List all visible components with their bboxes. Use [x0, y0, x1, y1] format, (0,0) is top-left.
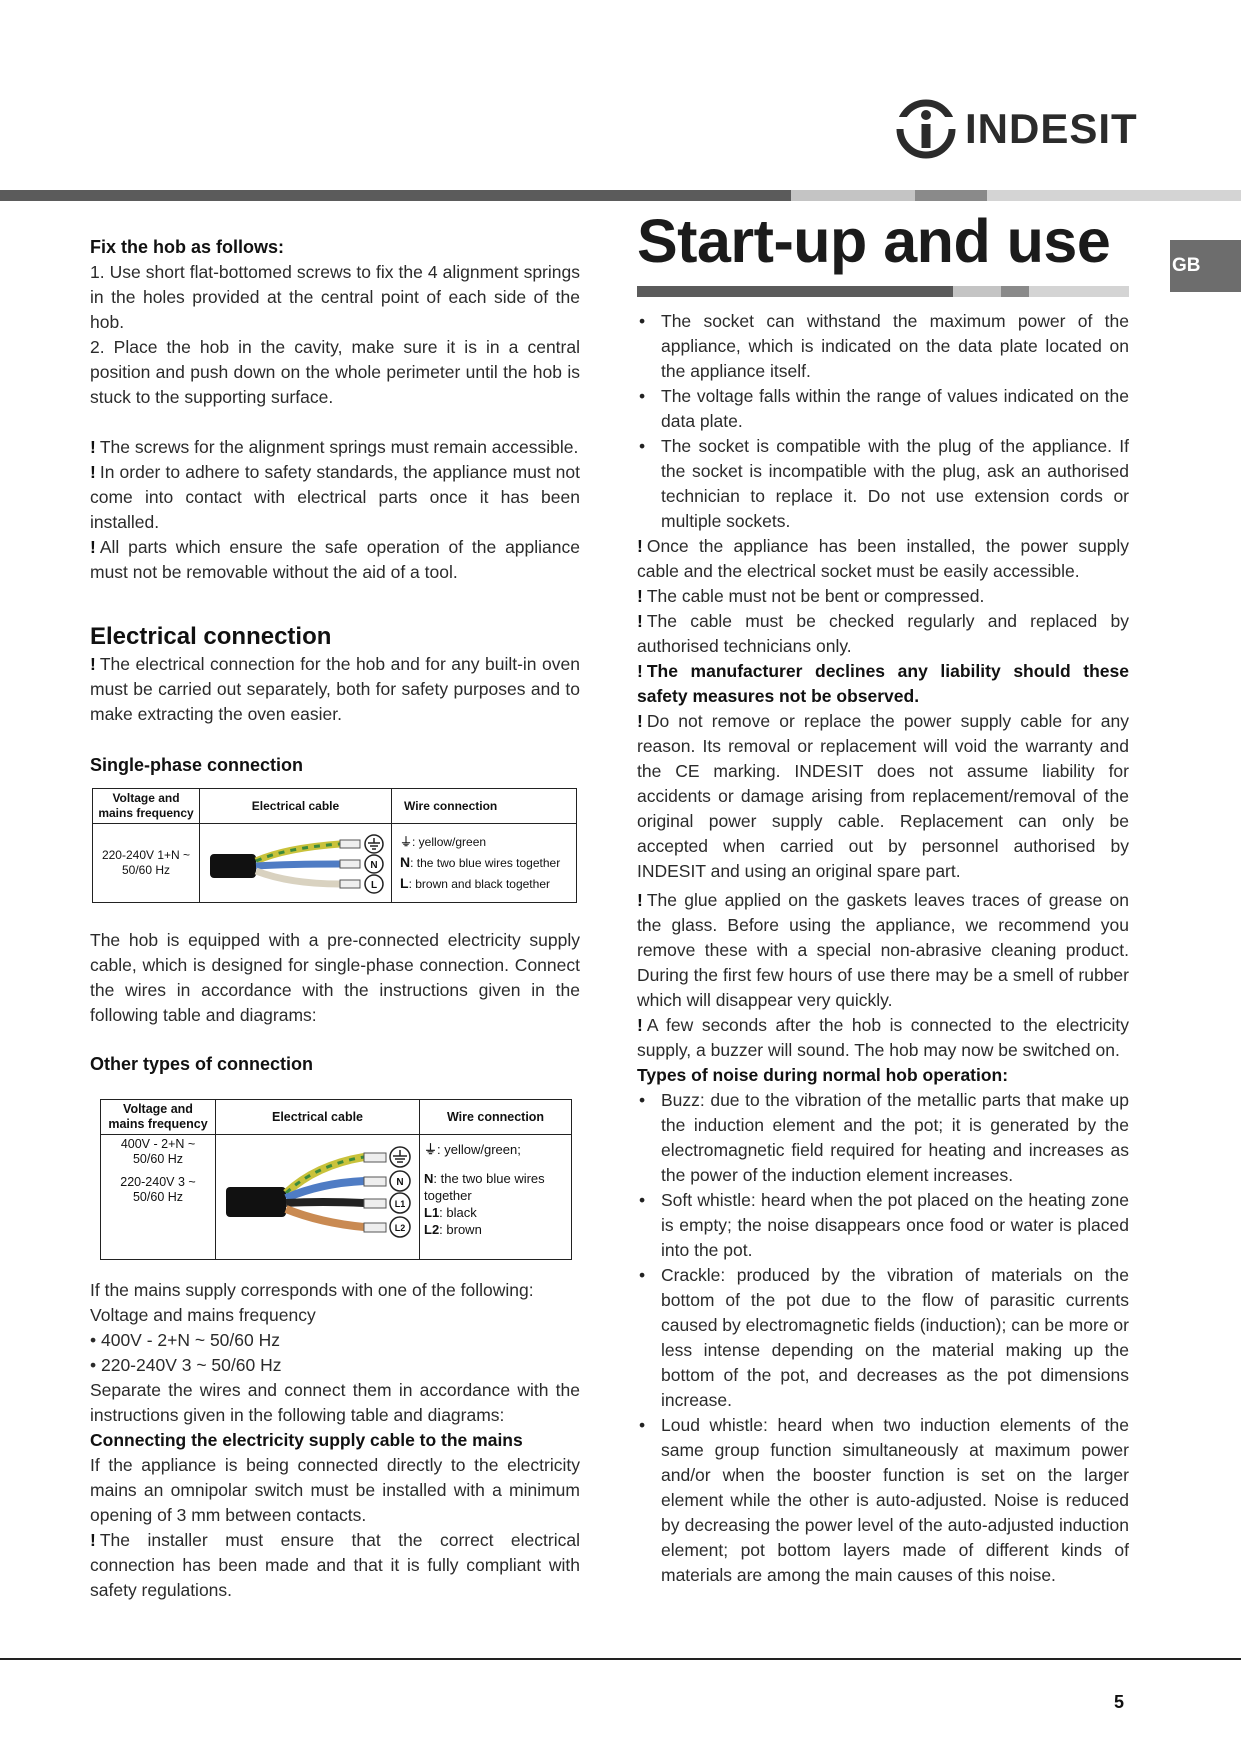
warning-icon: ! — [637, 586, 643, 606]
terminal-label: L — [370, 880, 378, 891]
terminal-label: N — [370, 860, 378, 871]
warning-item: ! In order to adhere to safety standards, the appliance must not come into contact with electrical parts once it has been installed. — [90, 462, 580, 532]
mains-label: Voltage and mains frequency — [90, 1305, 316, 1325]
neutral-line: N: the two blue wires together — [424, 1171, 545, 1203]
warning-icon: ! — [637, 890, 643, 910]
earth-line: ⏚: yellow/green; — [424, 1142, 521, 1157]
warning-icon: ! — [637, 1015, 643, 1035]
single-phase-description: The hob is equipped with a pre-connected electricity supply cable, which is designed for single-phase connection. Connect the wires in accordance with the instructions given in the following table and diagrams: — [90, 930, 580, 1025]
table-header: Wire connection — [392, 789, 577, 824]
single-phase-table — [92, 788, 577, 903]
fix-hob-section — [90, 235, 580, 410]
terminal-label: N — [396, 1177, 404, 1188]
warning-item: ! The screws for the alignment springs must remain accessible. — [90, 437, 579, 457]
wire-connection-cell — [420, 1135, 572, 1260]
earth-line: ⏚: yellow/green — [400, 835, 487, 849]
page-number: 5 — [1114, 1692, 1125, 1712]
warning-item: ! Do not remove or replace the power supply cable for any reason. Its removal or replacement will void the warranty and the CE marking. INDESIT does not assume liability for accidents or damage arising from replacement/removal of the original power supply cable. Replacement can only be accepted when carried out by personnel authorised by INDESIT and using an original spare part. — [637, 711, 1129, 881]
page-title: Start-up and use — [637, 207, 1111, 275]
mains-option: • 220-240V 3 ~ 50/60 Hz — [90, 1355, 282, 1375]
noise-heading: Types of noise during normal hob operation: — [637, 1065, 1009, 1085]
warning-item: ! The manufacturer declines any liability should these safety measures not be observed. — [637, 661, 1129, 706]
warning-icon: ! — [90, 654, 96, 674]
list-item: • The socket can withstand the maximum power of the appliance, which is indicated on the data plate located on the appliance itself. — [637, 309, 1129, 384]
live-line: L: brown and black together — [400, 875, 550, 891]
table-header: Wire connection — [420, 1100, 572, 1135]
other-connection-table — [100, 1099, 572, 1260]
cable-diagram — [200, 824, 390, 902]
noise-list — [637, 1088, 1129, 1588]
earth-icon: ⏚ — [400, 835, 413, 849]
table-header: Electrical cable — [200, 789, 392, 824]
connecting-text: If the appliance is being connected directly to the electricity mains an omnipolar switch must be installed with a minimum opening of 3 mm between contacts. — [90, 1455, 580, 1525]
warning-item: ! Once the appliance has been installed, the power supply cable and the electrical socket must be easily accessible. — [637, 536, 1129, 581]
other-types-heading: Other types of connection — [90, 1054, 314, 1074]
electrical-connection-text: ! The electrical connection for the hob and for any built-in oven must be carried out separately, both for safety purposes and to make extracting the oven easier. — [90, 654, 580, 724]
live2-line: L2: brown — [424, 1222, 482, 1237]
single-phase-heading-wrap — [90, 753, 580, 778]
table-cell-voltage: 220-240V 1+N ~ 50/60 Hz — [93, 824, 200, 903]
table-header: Electrical cable — [216, 1100, 420, 1135]
list-item: • Crackle: produced by the vibration of materials on the bottom of the pot due to the flow of parasitic currents caused by electromagnetic fields (induction); can be more or less intense depending on the material making up the bottom of the pot, and decreases as the pot dimensions increase. — [637, 1263, 1129, 1413]
fix-step-1: 1. Use short flat-bottomed screws to fix the 4 alignment springs in the holes provided at the central point of each side of the hob. — [90, 262, 580, 332]
warning-icon: ! — [637, 711, 643, 731]
brand-name: INDESIT — [965, 105, 1138, 152]
separate-text: Separate the wires and connect them in accordance with the instructions given in the following table and diagrams: — [90, 1380, 580, 1425]
warning-icon: ! — [637, 611, 643, 631]
terminal-label: L1 — [394, 1199, 406, 1209]
socket-checklist — [637, 309, 1129, 534]
electrical-connection-heading: Electrical connection — [90, 623, 332, 650]
installer-warning: ! The installer must ensure that the correct electrical connection has been made and that it is fully compliant with safety regulations. — [90, 1530, 580, 1600]
table-header: Voltage and mains frequency — [101, 1100, 216, 1135]
fix-step-2: 2. Place the hob in the cavity, make sure it is in a central position and push down on the whole perimeter until the hob is stuck to the supporting surface. — [90, 337, 580, 407]
live1-line: L1: black — [424, 1205, 477, 1220]
warning-icon: ! — [90, 1530, 96, 1550]
warning-item: ! All parts which ensure the safe operation of the appliance must not be removable without the aid of a tool. — [90, 537, 580, 582]
title-rule — [637, 286, 1129, 297]
warning-item: ! The cable must not be bent or compressed. — [637, 586, 985, 606]
footer-rule — [0, 1658, 1241, 1660]
neutral-line: N: the two blue wires together — [400, 854, 561, 870]
warning-item: ! A few seconds after the hob is connected to the electricity supply, a buzzer will sound. The hob may now be switched on. — [637, 1015, 1129, 1060]
brand-logo-icon — [895, 97, 957, 161]
other-types-heading-wrap — [90, 1052, 580, 1077]
cable-diagram — [216, 1135, 416, 1259]
fix-heading: Fix the hob as follows: — [90, 237, 285, 257]
safety-warnings — [90, 435, 580, 585]
terminal-label: L2 — [394, 1223, 406, 1233]
warning-icon: ! — [90, 537, 96, 557]
warning-icon: ! — [90, 437, 96, 457]
mains-intro: If the mains supply corresponds with one of the following: — [90, 1280, 534, 1300]
table-cell-voltage: 400V - 2+N ~ 50/60 Hz 220-240V 3 ~ 50/60 Hz — [101, 1135, 216, 1260]
warning-item: ! The cable must be checked regularly and replaced by authorised technicians only. — [637, 611, 1129, 656]
language-tab: GB — [1170, 240, 1241, 292]
mains-section — [90, 1278, 580, 1603]
header-rule — [0, 190, 1241, 201]
list-item: • Buzz: due to the vibration of the metallic parts that make up the induction element and the pot; it is generated by the electromagnetic field required for heating and increases as the power of the induction element increases. — [637, 1088, 1129, 1188]
connecting-heading: Connecting the electricity supply cable to the mains — [90, 1430, 523, 1450]
startup-section — [637, 309, 1129, 1588]
warning-icon: ! — [637, 536, 643, 556]
table-header: Voltage and mains frequency — [93, 789, 200, 824]
list-item: • Soft whistle: heard when the pot placed on the heating zone is empty; the noise disappears once food or water is placed into the pot. — [637, 1188, 1129, 1263]
brand-logo — [895, 95, 1138, 165]
earth-icon: ⏚ — [424, 1142, 438, 1157]
single-phase-heading: Single-phase connection — [90, 755, 304, 775]
cable-diagram-cell — [200, 824, 392, 903]
wire-connection-cell — [392, 824, 577, 903]
mains-option: • 400V - 2+N ~ 50/60 Hz — [90, 1330, 280, 1350]
list-item: • The voltage falls within the range of values indicated on the data plate. — [637, 384, 1129, 434]
warning-icon: ! — [637, 661, 643, 681]
cable-diagram-cell — [216, 1135, 420, 1260]
warning-icon: ! — [90, 462, 96, 482]
warning-item: ! The glue applied on the gaskets leaves traces of grease on the glass. Before using the appliance, we recommend you remove these with a special non-abrasive cleaning product. During the first few hours of use there may be a smell of rubber which will disappear very quickly. — [637, 890, 1129, 1010]
list-item: • The socket is compatible with the plug of the appliance. If the socket is incompatible with the plug, ask an authorised technician to replace it. Do not use extension cords or multiple sockets. — [637, 434, 1129, 534]
list-item: • Loud whistle: heard when two induction elements of the same group function simultaneously at maximum power and/or when the booster function is set on the larger element while the other is auto-adjusted. Noise is reduced by decreasing the power level of the auto-adjusted induction element; pot bottom layers made of different kinds of materials are among the main causes of this noise. — [637, 1413, 1129, 1588]
electrical-connection-section — [90, 622, 580, 727]
